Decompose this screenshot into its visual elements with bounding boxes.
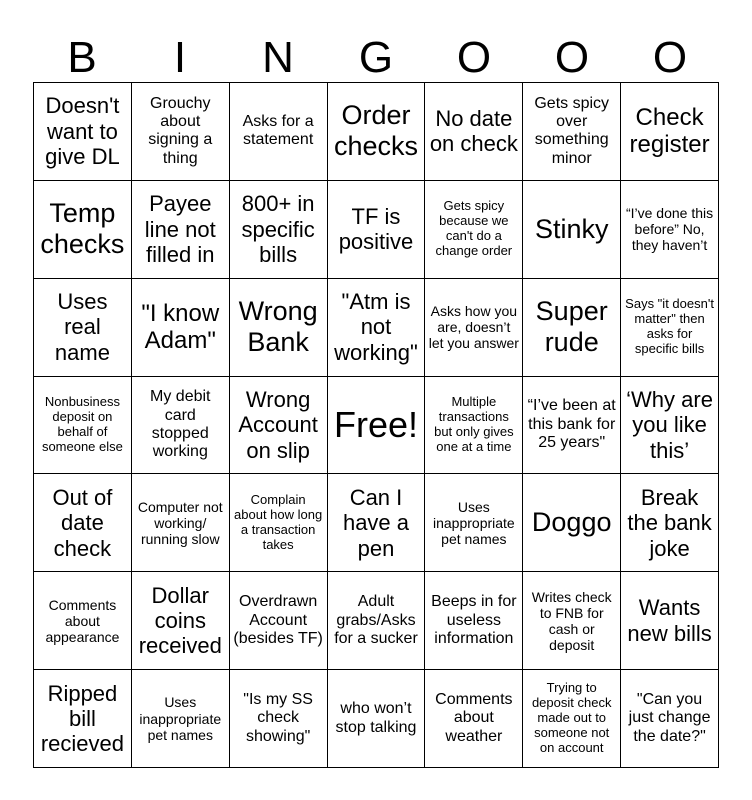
bingo-cell[interactable]: Doggo xyxy=(523,474,621,572)
bingo-cell[interactable]: Out of date check xyxy=(34,474,132,572)
bingo-cell[interactable]: Wrong Bank xyxy=(230,279,328,377)
bingo-cell[interactable]: Uses inappropriate pet names xyxy=(132,670,230,768)
bingo-cell[interactable]: Uses real name xyxy=(34,279,132,377)
bingo-cell[interactable]: Computer not working/ running slow xyxy=(132,474,230,572)
header-letter-o: O xyxy=(456,33,492,82)
bingo-cell[interactable]: Can I have a pen xyxy=(328,474,426,572)
bingo-cell[interactable]: "Is my SS check showing" xyxy=(230,670,328,768)
bingo-cell[interactable]: Comments about weather xyxy=(425,670,523,768)
bingo-cell[interactable]: Nonbusiness deposit on behalf of someone else xyxy=(34,377,132,475)
bingo-cell[interactable]: Ripped bill recieved xyxy=(34,670,132,768)
header-letter-o-2: O xyxy=(554,33,590,82)
bingo-cell[interactable]: My debit card stopped working xyxy=(132,377,230,475)
bingo-cell[interactable]: ‘Why are you like this’ xyxy=(621,377,719,475)
bingo-cell[interactable]: Asks for a statement xyxy=(230,83,328,181)
header-letter-i: I xyxy=(173,33,187,82)
header-letter-n: N xyxy=(262,33,294,82)
bingo-cell[interactable]: Stinky xyxy=(523,181,621,279)
bingo-cell[interactable]: No date on check xyxy=(425,83,523,181)
bingo-cell[interactable]: Gets spicy because we can't do a change order xyxy=(425,181,523,279)
bingo-cell[interactable]: Complain about how long a transaction takes xyxy=(230,474,328,572)
bingo-cell[interactable]: Multiple transactions but only gives one at a time xyxy=(425,377,523,475)
bingo-cell[interactable]: "Atm is not working" xyxy=(328,279,426,377)
bingo-cell[interactable]: "I know Adam" xyxy=(132,279,230,377)
bingo-cell[interactable]: Asks how you are, doesn’t let you answer xyxy=(425,279,523,377)
bingo-cell[interactable]: Check register xyxy=(621,83,719,181)
bingo-cell[interactable]: Super rude xyxy=(523,279,621,377)
free-space[interactable]: Free! xyxy=(328,377,426,475)
header-letter-g: G xyxy=(358,33,394,82)
bingo-cell[interactable]: Order checks xyxy=(328,83,426,181)
bingo-cell[interactable]: Gets spicy over something minor xyxy=(523,83,621,181)
bingo-cell[interactable]: 800+ in specific bills xyxy=(230,181,328,279)
bingo-cell[interactable]: Wrong Account on slip xyxy=(230,377,328,475)
bingo-cell[interactable]: TF is positive xyxy=(328,181,426,279)
bingo-cell[interactable]: Uses inappropriate pet names xyxy=(425,474,523,572)
bingo-cell[interactable]: Says "it doesn't matter" then asks for specific bills xyxy=(621,279,719,377)
bingo-cell[interactable]: “I’ve done this before” No, they haven’t xyxy=(621,181,719,279)
bingo-cell[interactable]: Break the bank joke xyxy=(621,474,719,572)
bingo-cell[interactable]: Dollar coins received xyxy=(132,572,230,670)
bingo-cell[interactable]: Overdrawn Account (besides TF) xyxy=(230,572,328,670)
bingo-cell[interactable]: Doesn't want to give DL xyxy=(34,83,132,181)
bingo-cell[interactable]: Writes check to FNB for cash or deposit xyxy=(523,572,621,670)
bingo-cell[interactable]: "Can you just change the date?" xyxy=(621,670,719,768)
bingo-cell[interactable]: Payee line not filled in xyxy=(132,181,230,279)
bingo-cell[interactable]: “I’ve been at this bank for 25 years" xyxy=(523,377,621,475)
bingo-cell[interactable]: Beeps in for useless information xyxy=(425,572,523,670)
bingo-cell[interactable]: Wants new bills xyxy=(621,572,719,670)
bingo-cell[interactable]: who won’t stop talking xyxy=(328,670,426,768)
header-letter-o-3: O xyxy=(652,33,688,82)
header-letter-b: B xyxy=(67,33,97,82)
bingo-cell[interactable]: Grouchy about signing a thing xyxy=(132,83,230,181)
bingo-grid xyxy=(33,82,719,768)
bingo-cell[interactable]: Adult grabs/Asks for a sucker xyxy=(328,572,426,670)
bingo-cell[interactable]: Trying to deposit check made out to someone not on account xyxy=(523,670,621,768)
bingo-cell[interactable]: Temp checks xyxy=(34,181,132,279)
bingo-cell[interactable]: Comments about appearance xyxy=(34,572,132,670)
bingo-header xyxy=(33,34,719,82)
